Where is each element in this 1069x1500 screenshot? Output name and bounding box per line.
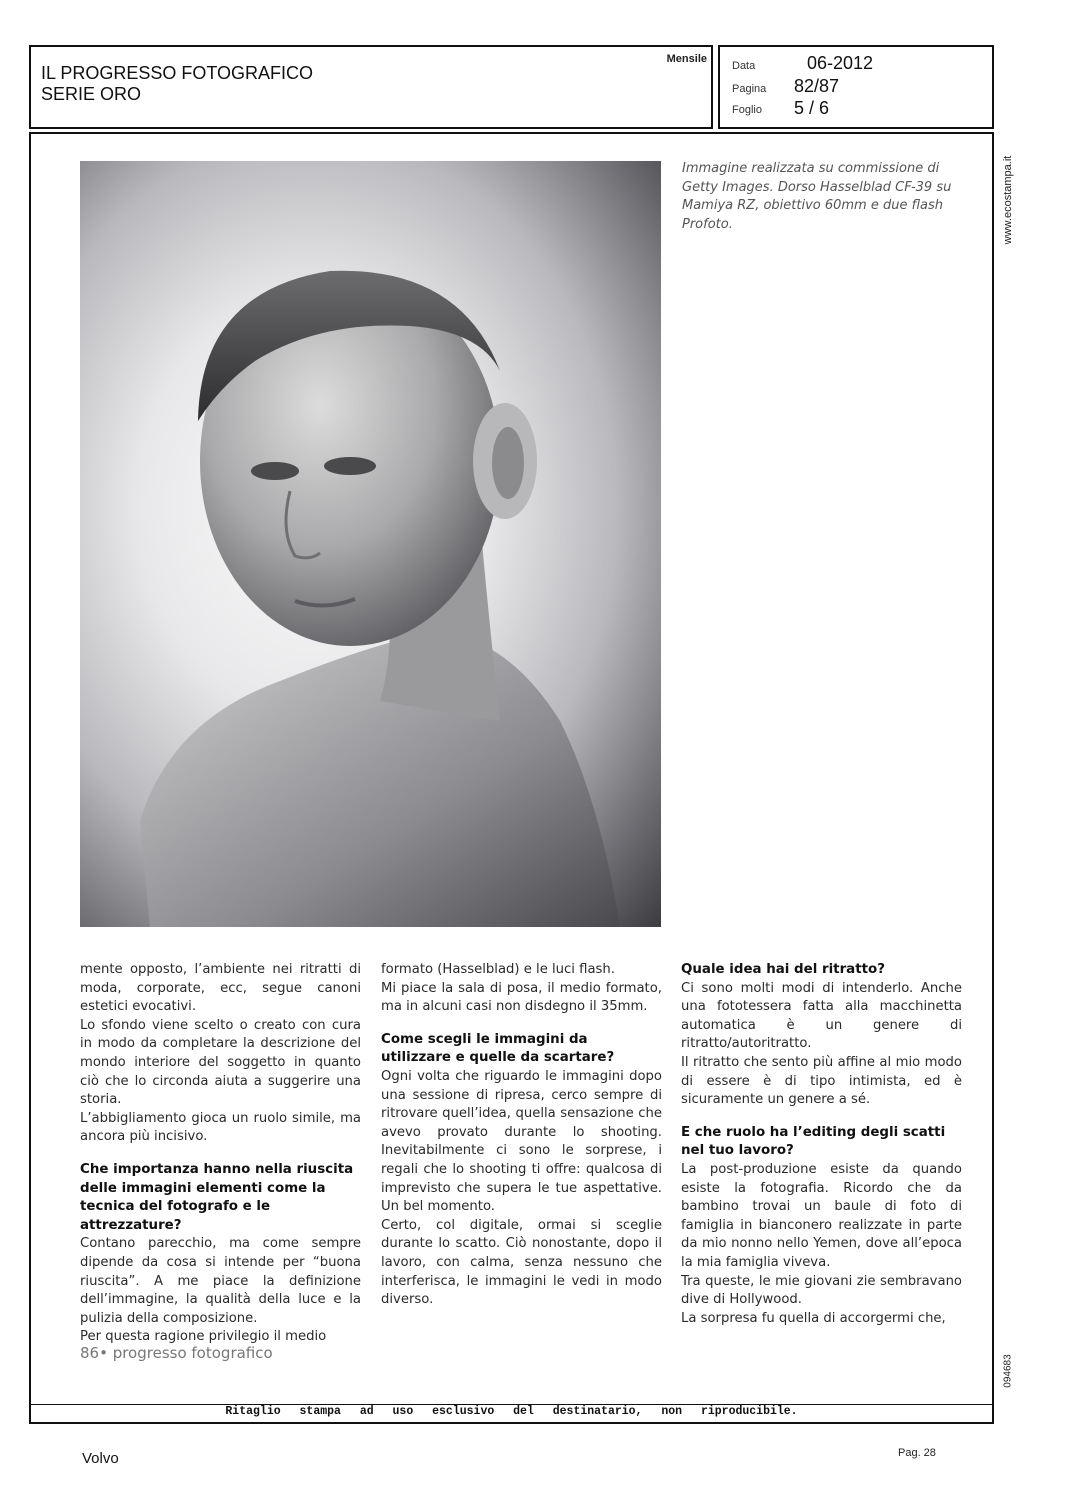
date-label: Data — [732, 60, 756, 72]
page-number: Pag. 28 — [898, 1447, 936, 1459]
sheet-value: 5 / 6 — [794, 98, 830, 118]
photo-caption: Immagine realizzata su commissione di Getty Images. Dorso Hasselblad CF-39 su Mamiya RZ, obiettivo 60mm e due flash Profoto. — [682, 161, 952, 232]
paragraph: Tra queste, le mie giovani zie sembravano dive di Hollywood. — [681, 1273, 962, 1308]
clipping-meta — [718, 45, 994, 129]
page-folio: 86• progresso fotografico — [80, 1344, 273, 1362]
paragraph: formato (Hasselblad) e le luci flash. — [381, 962, 615, 977]
paragraph: Lo sfondo viene scelto o creato con cura in modo da completare la descrizione del mondo interiore del soggetto in quanto ciò che lo circonda aiuta a suggerire una storia. — [80, 1017, 361, 1108]
paragraph: Contano parecchio, ma come sempre dipende da cosa si intende per “buona riuscita”. A me piace la definizione dell’immagine, la qualità della luce e la pulizia della composizione. — [80, 1236, 361, 1326]
article-column-2 — [381, 961, 662, 1310]
paragraph: mente opposto, l’ambiente nei ritratti di moda, corporate, ecc, segue canoni estetici evocativi. — [80, 962, 361, 1015]
paragraph: Ogni volta che riguardo le immagini dopo una sessione di ripresa, cerco sempre di ritrovare quell’idea, quella sensazione che avevo provato durante lo shooting. Inevitabilmente ci sono le sorprese, i regali che lo shooting ti offre: qualcosa di imprevisto che supera le tue aspettative. Un bel momento. — [381, 1068, 662, 1215]
portrait-photo — [80, 161, 661, 927]
paragraph: Mi piace la sala di posa, il medio formato, ma in alcuni casi non disdegno il 35mm. — [381, 980, 662, 1015]
interview-question: E che ruolo ha l’editing degli scatti nel tuo lavoro? — [681, 1124, 946, 1159]
article-column-3 — [681, 961, 962, 1328]
publication-header — [29, 45, 713, 129]
paragraph: L’abbigliamento gioca un ruolo simile, ma ancora più incisivo. — [80, 1110, 361, 1145]
paragraph: Il ritratto che sento più affine al mio modo di essere è di tipo intimista, ed è sicuramente un genere a sé. — [681, 1054, 962, 1108]
publication-title: IL PROGRESSO FOTOGRAFICO SERIE ORO — [41, 63, 314, 104]
side-code-text: 094683 — [1002, 1354, 1014, 1388]
interview-question: Come scegli le immagini da utilizzare e quelle da scartare? — [381, 1031, 615, 1066]
client-name: Volvo — [82, 1450, 119, 1467]
page-value: 82/87 — [794, 76, 840, 96]
article-column-1 — [80, 961, 361, 1347]
frequency-label: Mensile — [666, 53, 707, 65]
paragraph: La post-produzione esiste da quando esiste la fotografia. Ricordo che da bambino trovai un baule di foto di famiglia in bianconero realizzate in parte da mio nonno nello Yemen, dove all’epoca la mia famiglia viveva. — [681, 1161, 962, 1270]
side-code — [1001, 1340, 1015, 1402]
portrait-illustration — [80, 161, 661, 927]
interview-question: Quale idea hai del ritratto? — [681, 962, 885, 977]
date-value: 06-2012 — [807, 53, 874, 73]
paragraph: La sorpresa fu quella di accorgermi che, — [681, 1310, 946, 1326]
interview-question: Che importanza hanno nella riuscita delle immagini elementi come la tecnica del fotografo e le attrezzature? — [80, 1161, 354, 1233]
side-url-text: www.ecostampa.it — [1002, 155, 1014, 245]
paragraph: Ci sono molti modi di intenderlo. Anche una fototessera fatta alla macchinetta automatica è un genere di ritratto/autoritratto. — [681, 980, 962, 1052]
sheet-label: Foglio — [732, 104, 762, 116]
paragraph: Certo, col digitale, ormai si sceglie durante lo scatto. Ciò nonostante, dopo il lavoro, con calma, senza nessuno che interferisca, le immagini le vedi in modo diverso. — [381, 1217, 662, 1308]
paragraph: Per questa ragione privilegio il medio — [80, 1329, 327, 1345]
page-label: Pagina — [732, 83, 767, 95]
copyright-notice: Ritaglio stampa ad uso esclusivo del destinatario, non riproducibile. — [225, 1405, 798, 1418]
side-url — [1001, 145, 1015, 255]
